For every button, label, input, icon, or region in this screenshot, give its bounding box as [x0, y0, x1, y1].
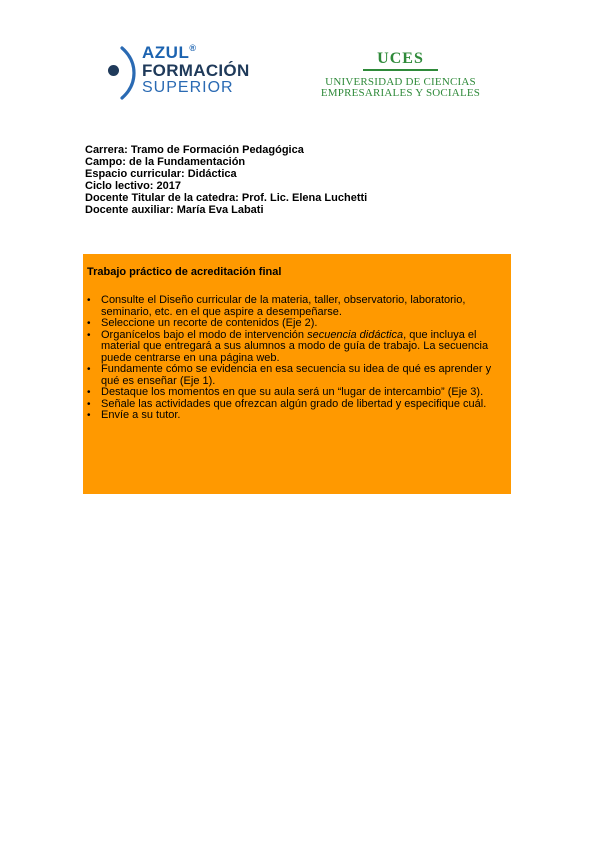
list-item: • Consulte el Diseño curricular de la materia, taller, observatorio, laboratorio, seminario, etc. en el que aspire a desempeñarse.	[87, 294, 466, 318]
bullet-icon: •	[87, 364, 91, 375]
list-item: • Organícelos bajo el modo de intervención secuencia didáctica, que incluya el material que entregará a sus alumnos a modo de guía de trabajo. La secuencia puede centrarse en una página web.	[87, 328, 489, 364]
list-item: • Señale las actividades que ofrezcan algún grado de libertad y especifique cuál.	[87, 397, 487, 410]
azul-logo-line3: SUPERIOR	[142, 79, 234, 96]
uces-logo	[298, 50, 503, 99]
bullet-icon: •	[87, 410, 91, 421]
info-docente-titular: Docente Titular de la catedra: Prof. Lic. Elena Luchetti	[85, 192, 368, 204]
bullet-icon: •	[87, 387, 91, 398]
list-item: • Fundamente cómo se evidencia en esa secuencia su idea de qué es aprender y qué es enseñar (Eje 1).	[87, 363, 492, 387]
azul-logo-line1: AZUL	[142, 43, 190, 62]
azul-logo-line2: FORMACIÓN	[142, 61, 250, 80]
bullet-icon: •	[87, 318, 91, 329]
assignment-list	[87, 295, 503, 422]
list-item: • Destaque los momentos en que su aula será un “lugar de intercambio” (Eje 3).	[87, 386, 484, 398]
uces-logo-line2: EMPRESARIALES Y SOCIALES	[320, 87, 481, 99]
assignment-title: Trabajo práctico de acreditación final	[87, 266, 282, 278]
emphasis-secuencia-didactica: secuencia didáctica	[307, 328, 404, 341]
uces-logo-line1: UNIVERSIDAD DE CIENCIAS	[325, 76, 476, 88]
bullet-icon: •	[87, 398, 91, 410]
info-carrera: Carrera: Tramo de Formación Pedagógica	[85, 144, 304, 156]
uces-logo-title: UCES	[363, 50, 438, 71]
list-item: • Envíe a su tutor.	[87, 409, 181, 421]
info-espacio-curricular: Espacio curricular: Didáctica	[85, 168, 237, 180]
list-item: • Seleccione un recorte de contenidos (Eje 2).	[87, 317, 318, 329]
registered-mark: ®	[189, 43, 197, 53]
azul-logo-text	[142, 44, 250, 96]
info-ciclo-lectivo: Ciclo lectivo: 2017	[85, 180, 181, 192]
info-campo: Campo: de la Fundamentación	[85, 156, 246, 168]
course-info	[85, 144, 367, 216]
azul-formacion-logo	[104, 43, 250, 100]
assignment-box	[83, 254, 511, 494]
info-docente-auxiliar: Docente auxiliar: María Eva Labati	[85, 204, 264, 216]
bullet-icon: •	[87, 329, 91, 341]
logo-arc-icon	[118, 46, 140, 100]
bullet-icon: •	[87, 295, 91, 306]
